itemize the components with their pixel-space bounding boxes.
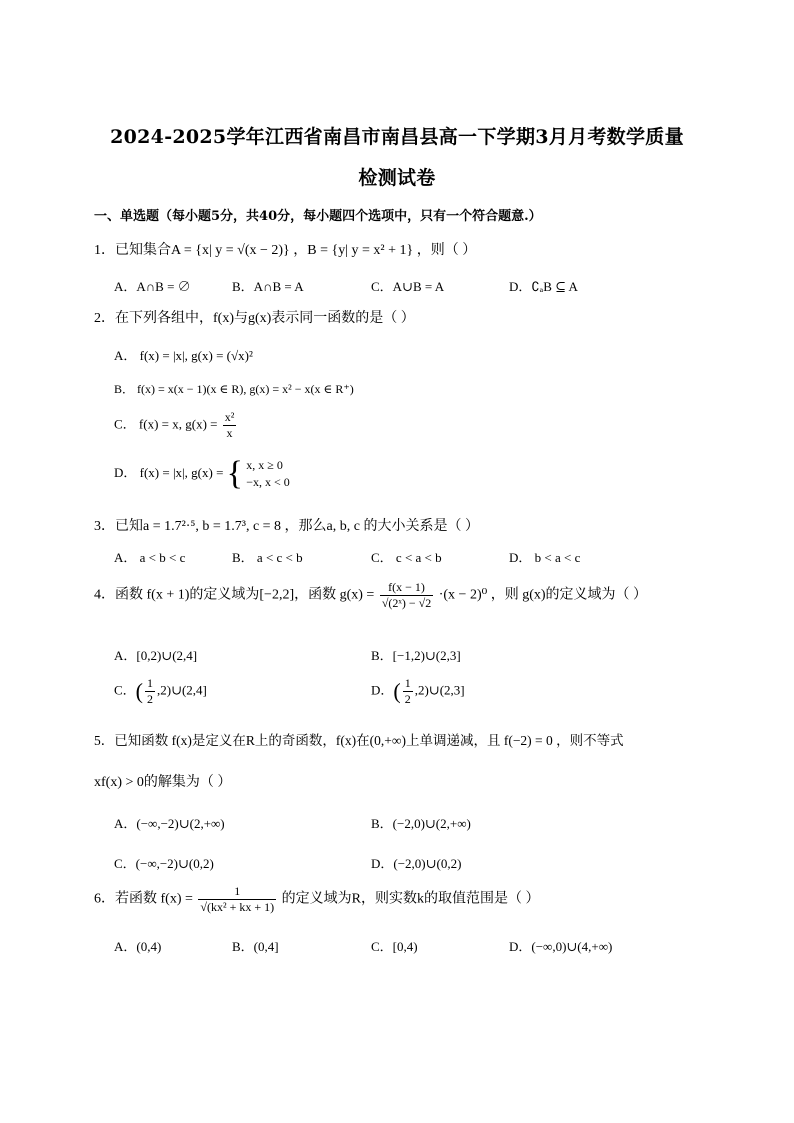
q4-c-half-num: 1 — [147, 676, 153, 690]
q4-d-half-den: 2 — [404, 692, 411, 706]
q4-d-half — [403, 676, 413, 707]
q6-option-d: D．(−∞,0)∪(4,+∞) — [509, 939, 613, 954]
left-brace-icon: { — [226, 455, 243, 492]
q6-option-a: A．(0,4) — [114, 939, 162, 954]
q2-option-d-cases — [246, 457, 290, 491]
q4-c-half — [145, 676, 155, 707]
question-1-stem: 1．已知集合A = {x| y = √(x − 2)} ，B = {y| y = x² + 1} ，则（ ） — [94, 243, 477, 258]
q5-option-b: B．(−2,0)∪(2,+∞) — [371, 816, 471, 831]
exam-title-line1: 2024-2025学年江西省南昌市南昌县高一下学期3月月考数学质量 — [110, 126, 684, 148]
q2-option-c — [114, 410, 238, 441]
q6-numerator: 1 — [198, 884, 276, 900]
question-3-stem: 3．已知a = 1.7²·⁵, b = 1.7³, c = 8 ，那么a, b, c 的大小关系是（ ） — [94, 519, 479, 534]
q4-d-half-num: 1 — [404, 676, 411, 690]
q4-c-half-den: 2 — [147, 692, 153, 706]
q6-stem-right: 的定义域为R，则实数k的取值范围是（ ） — [281, 891, 540, 907]
q4-d-paren: ( — [393, 678, 401, 704]
q4-option-a: A．[0,2)∪(2,4] — [114, 648, 198, 663]
q4-d-rest: ,2)∪(2,3] — [414, 682, 465, 698]
q6-stem-fraction — [198, 884, 276, 915]
q4-c-rest: ,2)∪(2,4] — [157, 682, 207, 698]
q2-option-a: A． f(x) = |x|, g(x) = (√x)² — [114, 348, 253, 363]
q2-option-d-left: f(x) = |x|, g(x) = — [139, 464, 224, 480]
q1-option-c: C．A∪B = A — [371, 279, 445, 294]
q2-option-b: B． f(x) = x(x − 1)(x ∈ R), g(x) = x² − x(x ∈ R⁺) — [114, 382, 354, 396]
q1-option-b: B．A∩B = A — [232, 279, 304, 294]
q4-option-c — [114, 676, 207, 707]
q3-option-d: D． b < a < c — [509, 550, 581, 565]
question-4-stem — [94, 580, 647, 611]
q2-d-case-2: −x, x < 0 — [246, 475, 290, 489]
q2-option-d-label: D． — [114, 464, 137, 480]
q5-option-c: C．(−∞,−2)∪(0,2) — [114, 856, 214, 871]
q4-option-b: B．[−1,2)∪(2,3] — [371, 648, 461, 663]
q6-denominator: √(kx² + kx + 1) — [200, 900, 275, 914]
q4-option-d — [371, 676, 465, 707]
q2-option-c-label: C． — [114, 416, 136, 432]
q2-option-d — [114, 457, 290, 491]
q6-option-c: C．[0,4) — [371, 939, 418, 954]
q4-stem-right: ·(x − 2)⁰ ，则 g(x)的定义域为（ ） — [438, 587, 648, 603]
q2-option-c-left: f(x) = x, g(x) = — [138, 416, 218, 432]
q2-c-numerator: x² — [224, 410, 235, 424]
q4-c-paren: ( — [135, 678, 143, 704]
question-5-stem: 5．已知函数 f(x)是定义在R上的奇函数，f(x)在(0,+∞)上单调递减，且 f(−2) = 0 ，则不等式 — [94, 733, 624, 748]
question-5-stem-cont: xf(x) > 0的解集为（ ） — [94, 775, 232, 790]
question-6-stem — [94, 884, 539, 915]
q4-stem-fraction — [380, 580, 433, 611]
question-2-stem: 2．在下列各组中，f(x)与g(x)表示同一函数的是（ ） — [94, 311, 415, 326]
q2-d-case-1: x, x ≥ 0 — [246, 458, 283, 472]
q6-option-b: B．(0,4] — [232, 939, 279, 954]
q1-option-d: D．∁ₐB ⊆ A — [509, 279, 578, 294]
q5-option-a: A．(−∞,−2)∪(2,+∞) — [114, 816, 225, 831]
exam-title-line2: 检测试卷 — [358, 167, 436, 189]
q3-option-a: A． a < b < c — [114, 550, 186, 565]
q4-stem-left: 4．函数 f(x + 1)的定义域为[−2,2]，函数 g(x) = — [94, 587, 375, 603]
q4-denominator: √(2ˣ) − √2 — [381, 596, 432, 610]
section-heading: 一、单选题（每小题5分，共40分，每小题四个选项中，只有一个符合题意.） — [94, 209, 542, 224]
q2-option-c-fraction — [223, 410, 237, 441]
q3-option-c: C． c < a < b — [371, 550, 442, 565]
q4-option-c-label: C． — [114, 682, 136, 698]
q4-option-d-label: D． — [371, 682, 394, 698]
q3-option-b: B． a < c < b — [232, 550, 303, 565]
q6-stem-left: 6．若函数 f(x) = — [94, 891, 193, 907]
q4-numerator: f(x − 1) — [380, 580, 433, 596]
q1-option-a: A．A∩B = ∅ — [114, 279, 191, 294]
q2-c-denominator: x — [226, 426, 233, 440]
q5-option-d: D．(−2,0)∪(0,2) — [371, 856, 462, 871]
